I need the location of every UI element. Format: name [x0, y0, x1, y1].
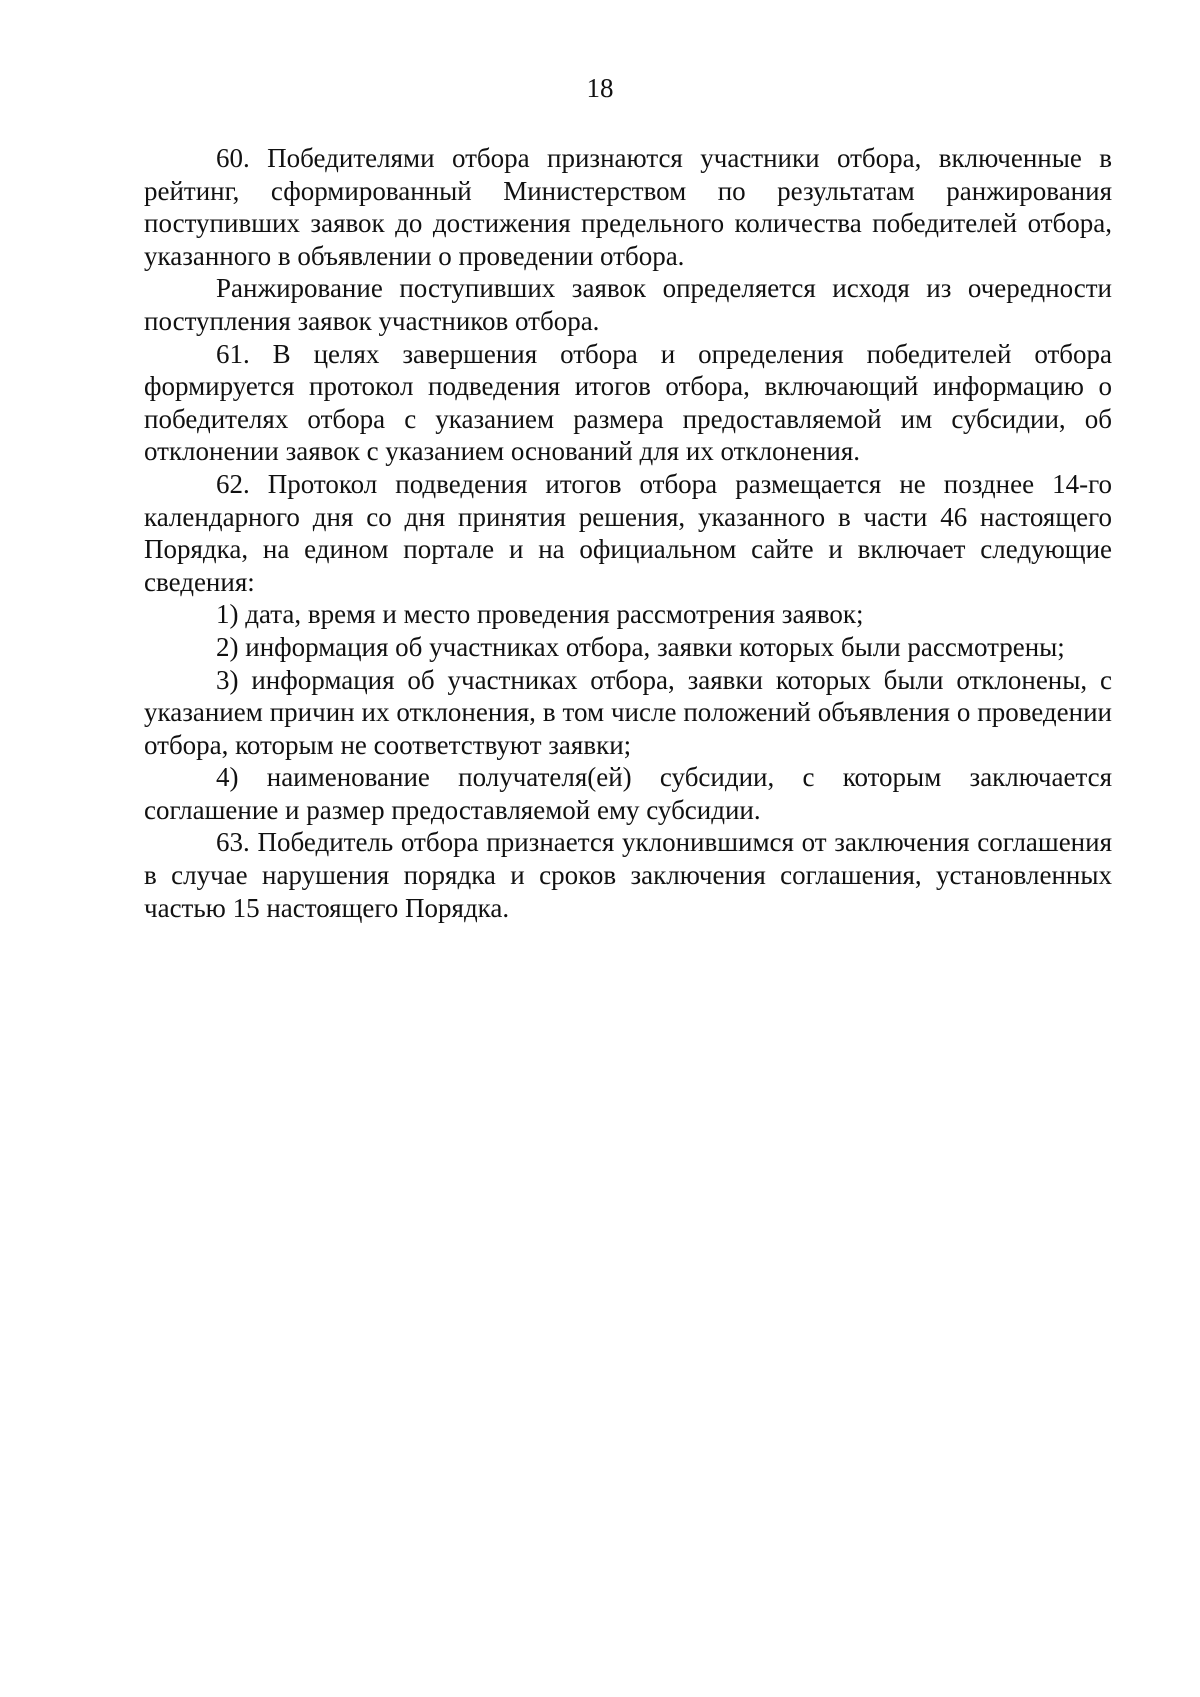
list-item-2: 2) информация об участниках отбора, заявки которых были рассмотрены; [216, 631, 1065, 662]
paragraph-62: 62. Протокол подведения итогов отбора размещается не позднее 14-го календарного дня со дня принятия решения, указанного в части 46 настоящего Порядка, на едином портале и на официальном сайте и включает следующие сведения: [144, 468, 1112, 597]
paragraph-60: 60. Победителями отбора признаются участники отбора, включенные в рейтинг, сформированный Министерством по результатам ранжирования поступивших заявок до достижения предельного количества победителей отбора, указанного в объявлении о проведении отбора. [144, 143, 1112, 271]
paragraph-61: 61. В целях завершения отбора и определения победителей отбора формируется протокол подведения итогов отбора, включающий информацию о победителях отбора с указанием размера предоставляемой им субсидии, об отклонении заявок с указанием оснований для их отклонения. [144, 338, 1112, 467]
document-body [144, 142, 1112, 924]
list-item-3: 3) информация об участниках отбора, заявки которых были отклонены, с указанием причин их отклонения, в том числе положений объявления о проведении отбора, которым не соответствуют заявки; [144, 664, 1112, 760]
paragraph-63: 63. Победитель отбора признается уклонившимся от заключения соглашения в случае нарушения порядка и сроков заключения соглашения, установленных частью 15 настоящего Порядка. [144, 827, 1112, 923]
list-item-4: 4) наименование получателя(ей) субсидии, с которым заключается соглашение и размер предоставляемой ему субсидии. [144, 762, 1112, 825]
list-item-1: 1) дата, время и место проведения рассмотрения заявок; [216, 599, 864, 630]
page-number: 18 [586, 73, 614, 103]
paragraph-ranking: Ранжирование поступивших заявок определяется исходя из очередности поступления заявок участников отбора. [144, 273, 1112, 336]
